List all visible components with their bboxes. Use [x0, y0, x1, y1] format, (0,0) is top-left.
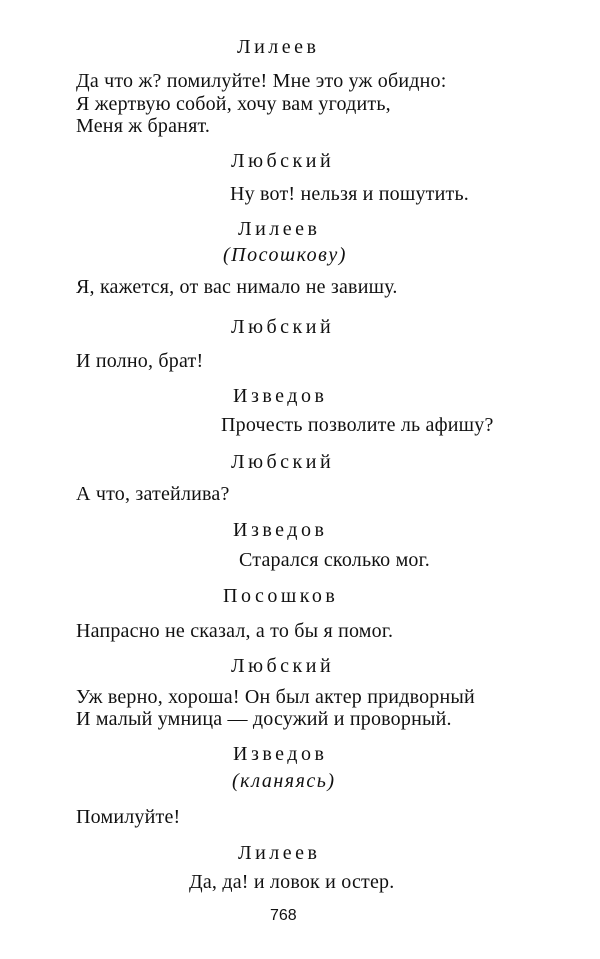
verse-line: Прочесть позволите ль афишу?: [221, 414, 494, 436]
verse-line: И полно, брат!: [76, 350, 204, 372]
stage-direction: (Посошкову): [223, 244, 347, 266]
speaker-name: Любский: [231, 655, 335, 677]
verse-line: Старался сколько мог.: [239, 549, 430, 571]
verse-line: Помилуйте!: [76, 806, 181, 828]
verse-line: Я, кажется, от вас нимало не завишу.: [76, 276, 398, 298]
speaker-name: Любский: [231, 316, 335, 338]
speaker-name: Любский: [231, 150, 335, 172]
verse-line: Напрасно не сказал, а то бы я помог.: [76, 620, 394, 642]
speaker-name: Посошков: [223, 585, 339, 607]
verse-line: А что, затейлива?: [76, 483, 230, 505]
verse-line: Я жертвую собой, хочу вам угодить,: [76, 93, 391, 115]
verse-line: Ну вот! нельзя и пошутить.: [230, 183, 469, 205]
speaker-name: Изведов: [233, 385, 328, 407]
verse-line: Да что ж? помилуйте! Мне это уж обидно:: [76, 70, 447, 92]
speaker-name: Лилеев: [238, 218, 321, 240]
speaker-name: Лилеев: [238, 842, 321, 864]
speaker-name: Любский: [231, 451, 335, 473]
speaker-name: Изведов: [233, 519, 328, 541]
verse-line: Да, да! и ловок и остер.: [189, 871, 395, 893]
verse-line: И малый умница — досужий и проворный.: [76, 708, 452, 730]
verse-line: Уж верно, хороша! Он был актер придворный: [76, 686, 475, 708]
verse-line: Меня ж бранят.: [76, 115, 211, 137]
page-number: 768: [270, 907, 297, 924]
speaker-name: Лилеев: [237, 36, 320, 58]
stage-direction: (кланяясь): [232, 770, 336, 792]
speaker-name: Изведов: [233, 743, 328, 765]
